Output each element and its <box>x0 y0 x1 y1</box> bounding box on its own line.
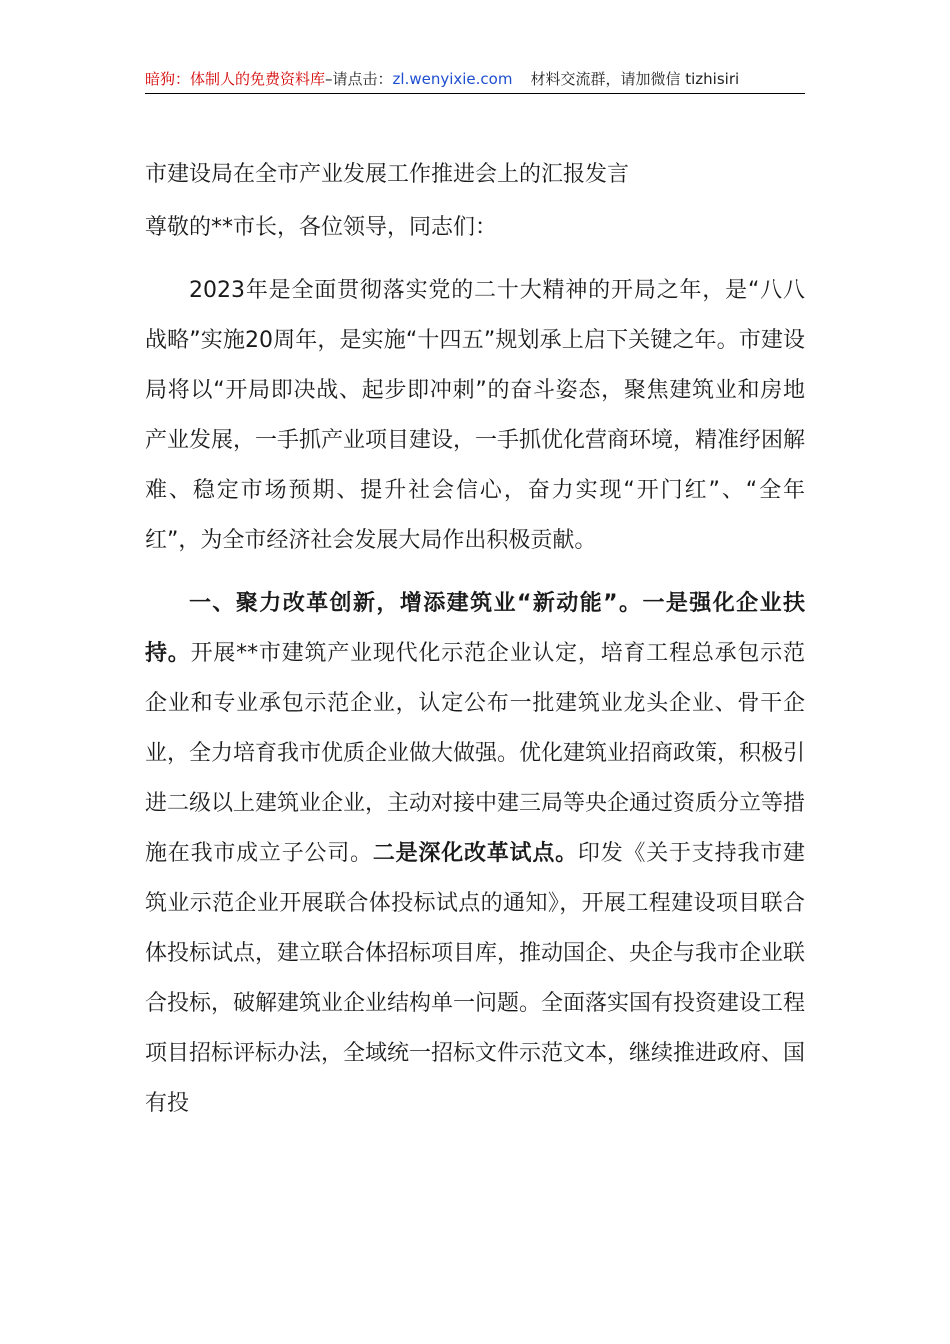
paragraph-section-1 <box>145 579 805 1129</box>
section-1-heading: 一、聚力改革创新，增添建筑业“新动能”。 <box>189 591 643 616</box>
section-1-point-2-text: 印发《关于支持我市建筑业示范企业开展联合体投标试点的通知》，开展工程建设项目联合体投标试点，建立联合体招标项目库，推动国企、央企与我市企业联合投标，破解建筑业企业结构单一问题。全面落实国有投资建设工程项目招标评标办法，全域统一招标文件示范文本，继续推进政府、国有投 <box>145 841 806 1116</box>
document-body <box>145 150 805 1129</box>
header-link[interactable]: zl.wenyixie.com <box>392 70 513 88</box>
section-1-point-1-text: 开展**市建筑产业现代化示范企业认定，培育工程总承包示范企业和专业承包示范企业，认定公布一批建筑业龙头企业、骨干企业，全力培育我市优质企业做大做强。优化建筑业招商政策，积极引进二级以上建筑业企业，主动对接中建三局等央企通过资质分立等措施在我市成立子公司。 <box>145 641 806 866</box>
page-header <box>145 64 805 94</box>
greeting: 尊敬的**市长，各位领导，同志们： <box>145 215 498 240</box>
section-1-point-1-title: 一是强化企业扶持。 <box>145 591 805 666</box>
document-title: 市建设局在全市产业发展工作推进会上的汇报发言 <box>145 162 630 187</box>
section-1-point-2-title: 二是深化改革试点。 <box>372 841 578 866</box>
header-click-prompt: –请点击： <box>325 70 393 88</box>
paragraph-intro: 2023年是全面贯彻落实党的二十大精神的开局之年，是“八八战略”实施20周年，是实施“十四五”规划承上启下关键之年。市建设局将以“开局即决战、起步即冲刺”的奋斗姿态，聚焦建筑业和房地产业发展，一手抓产业项目建设，一手抓优化营商环境，精准纾困解难、稳定市场预期、提升社会信心，奋力实现“开门红”、“全年红”，为全市经济社会发展大局作出积极贡献。 <box>145 278 806 553</box>
header-site-name: 暗狗：体制人的免费资料库 <box>145 70 326 88</box>
header-wechat-note: 材料交流群，请加微信 tizhisiri <box>530 70 740 88</box>
